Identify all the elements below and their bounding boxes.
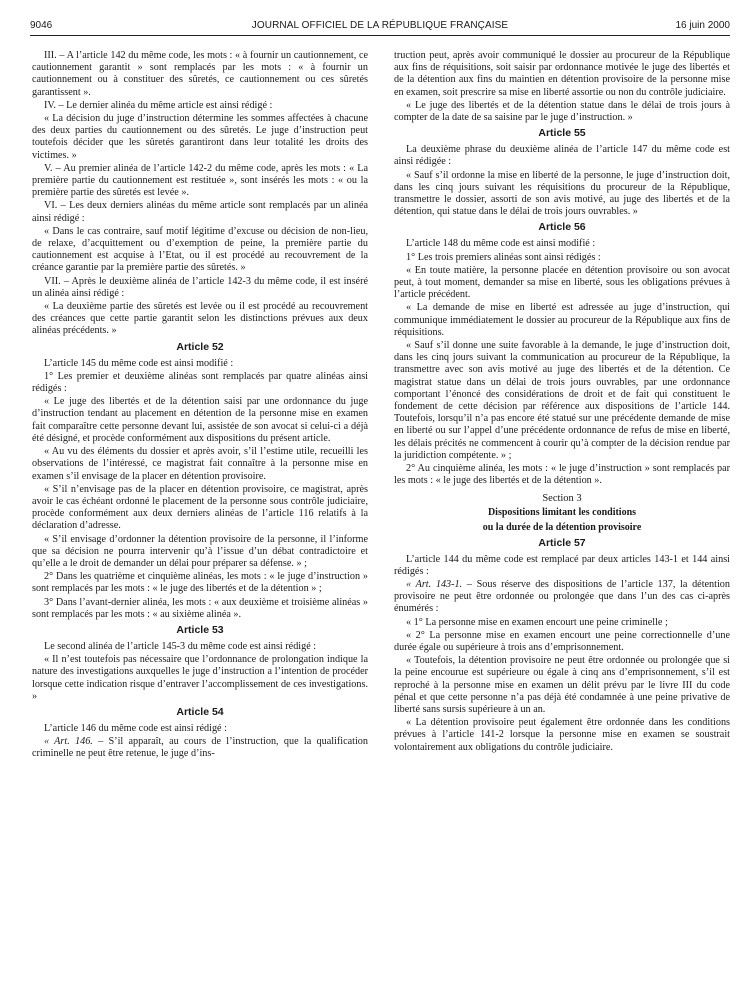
header-rule — [30, 35, 730, 36]
paragraph: L’article 145 du même code est ainsi modifié : — [44, 357, 234, 369]
paragraph: 3° Dans l’avant-dernier alinéa, les mots : « aux deuxième et troisième alinéas » sont remplacés par les mots : « au sixième alinéa ». — [32, 596, 368, 620]
paragraph: VI. – Les deux derniers alinéas du même article sont remplacés par un alinéa ainsi rédigé : — [32, 200, 368, 224]
paragraph: 1° Les trois premiers alinéas sont ainsi rédigés : — [406, 251, 601, 263]
paragraph: « La décision du juge d’instruction détermine les sommes affectées à chacune des deux parties du cautionnement ou des sûretés. Le juge d’instruction peut toutefois décider que les sûretés garantiront dans leur totalité les droits des victimes. » — [32, 113, 368, 161]
paragraph: « Dans le cas contraire, sauf motif légitime d’excuse ou décision de non-lieu, de relaxe, d’acquittement ou d’exemption de peine, la première partie du cautionnement est acquise à l’Etat, ou il est procédé au recouvrement de la créance garantie par la première partie des sûretés. » — [32, 225, 368, 274]
article-heading: Article 55 — [538, 127, 586, 140]
paragraph: L’article 148 du même code est ainsi modifié : — [406, 238, 596, 250]
paragraph: L’article 146 du même code est ainsi rédigé : — [44, 722, 227, 734]
paragraph: V. – Au premier alinéa de l’article 142-2 du même code, après les mots : « La première partie du cautionnement est restituée », sont insérés les mots : « ou la première partie des sûretés est levée ». — [32, 162, 368, 199]
page-header — [30, 20, 730, 40]
paragraph: « Il n’est toutefois pas nécessaire que l’ordonnance de prolongation indique la nature des investigations auxquelles le juge d’instruction a l’intention de procéder lorsque cette indication risque d’entraver l’accomplissement de ces investigations. » — [32, 654, 368, 702]
paragraph: L’article 144 du même code est remplacé par deux articles 143-1 et 144 ainsi rédigés : — [394, 553, 730, 577]
article-heading: Article 57 — [538, 536, 586, 549]
paragraph: « 1° La personne mise en examen encourt une peine criminelle ; — [406, 616, 668, 628]
article-heading: Article 52 — [176, 340, 224, 353]
article-reference: « Art. 146. — [44, 736, 93, 748]
page-number: 9046 — [30, 20, 53, 31]
publication-date: 16 juin 2000 — [675, 20, 730, 31]
paragraph: « 2° La personne mise en examen encourt une peine correctionnelle d’une durée égale ou supérieure à trois ans d’emprisonnement. — [394, 629, 730, 653]
paragraph: « Sauf s’il donne une suite favorable à la demande, le juge d’instruction doit, dans les cinq jours suivant la communication au procureur de la République, la transmettre avec son avis motivé au juge des libertés et de la détention. Ce magistrat statue dans un délai de trois jours ouvrables, par une ordonnance comportant l’énoncé des considérations de droit et de fait qui constituent le fondement de cette décision par référence aux dispositions de l’article 144. Toutefois, lorsqu’il n’a pas encore été statué sur une précédente demande de mise en liberté ou sur l’appel d’une précédente ordonnance de refus de mise en liberté, les délais précités ne commencent à courir qu’à compter de la décision rendue par la juridiction compétente. » ; — [394, 340, 730, 461]
paragraph-text: – S’il apparaît, au cours de l’instruction, que la qualification criminelle ne peut être retenue, le juge d’ins- — [32, 736, 368, 760]
paragraph: « En toute matière, la personne placée en détention provisoire ou son avocat peut, à tout moment, demander sa mise en liberté, sous les obligations prévues à l’article précédent. — [394, 264, 730, 301]
paragraph: « La deuxième partie des sûretés est levée ou il est procédé au recouvrement des créances que cette partie garantit selon les distinctions prévues aux deux alinéas précédents. » — [32, 301, 368, 337]
article-reference: « Art. 143-1. — [406, 578, 463, 590]
left-column — [32, 50, 368, 980]
paragraph: « Sauf s’il ordonne la mise en liberté de la personne, le juge d’instruction doit, dans les cinq jours suivant les réquisitions du procureur de la République, transmettre le dossier, assorti de son avis motivé, au juge des libertés et de la détention, qui statue dans le délai de trois jours ouvrables. » — [394, 169, 730, 218]
paragraph: « S’il n’envisage pas de la placer en détention provisoire, ce magistrat, après avoir le cas échéant ordonné le placement de la personne sous contrôle judiciaire, procède conformément aux deux derniers alinéas de l’article 116 relatifs à la déclaration d’adresse. — [32, 483, 368, 532]
paragraph: « La détention provisoire peut également être ordonnée dans les conditions prévues à l’article 141-2 lorsque la personne mise en examen se soustrait volontairement aux obligations du contrôle judiciaire. — [394, 717, 730, 753]
paragraph: « S’il envisage d’ordonner la détention provisoire de la personne, il l’informe que sa décision ne pourra intervenir qu’à l’issue d’un débat contradictoire et qu’elle a le droit de demander un délai pour préparer sa défense. » ; — [32, 533, 368, 569]
paragraph: IV. – Le dernier alinéa du même article est ainsi rédigé : — [44, 99, 273, 111]
paragraph: 2° Dans les quatrième et cinquième alinéas, les mots : « le juge d’instruction » sont remplacés par les mots : « le juge des libertés et de la détention » ; — [32, 571, 368, 595]
paragraph: VII. – Après le deuxième alinéa de l’article 142-3 du même code, il est inséré un alinéa ainsi rédigé : — [32, 275, 368, 299]
paragraph: « La demande de mise en liberté est adressée au juge d’instruction, qui communique immédiatement le dossier au procureur de la République aux fins de réquisitions. — [394, 302, 730, 338]
paragraph: « Le juge des libertés et de la détention saisi par une ordonnance du juge d’instruction tendant au placement en détention de la personne mise en examen fait comparaître cette personne devant lui, assistée de son avocat si celui-ci a déjà été désigné, et procède conformément aux dispositions du présent article. — [32, 396, 368, 444]
paragraph: Le second alinéa de l’article 145-3 du même code est ainsi rédigé : — [44, 640, 317, 652]
paragraph: 2° Au cinquième alinéa, les mots : « le juge d’instruction » sont remplacés par les mots : « le juge des libertés et de la détention ». — [394, 463, 730, 487]
paragraph: III. – A l’article 142 du même code, les mots : « à fournir un cautionnement, ce cautionnement garantit » sont remplacés par les mots : « à fournir un cautionnement ou à constituer des sûretés, ce cautionnement ou ces sûretés garantissent ». — [32, 50, 368, 98]
paragraph: La deuxième phrase du deuxième alinéa de l’article 147 du même code est ainsi rédigée : — [394, 144, 730, 168]
paragraph: truction peut, après avoir communiqué le dossier au procureur de la République aux fins de réquisitions, soit saisir par ordonnance motivée le juge des libertés et de la détention aux fins du maintien en détention provisoire de la personne mise en examen, soit prescrire sa mise en liberté assortie ou non du contrôle judiciaire. — [394, 50, 730, 98]
article-heading: Article 54 — [176, 705, 224, 718]
paragraph: « Au vu des éléments du dossier et après avoir, s’il l’estime utile, recueilli les observations de l’intéressé, ce magistrat fait connaître à la personne mise en examen s’il envisage de la placer en détention provisoire. — [32, 446, 368, 482]
paragraph — [394, 579, 730, 616]
paragraph — [32, 736, 368, 760]
paragraph: 1° Les premier et deuxième alinéas sont remplacés par quatre alinéas ainsi rédigés : — [32, 370, 368, 395]
section-subtitle: Dispositions limitant les conditions — [487, 506, 637, 518]
paragraph-text: – Sous réserve des dispositions de l’article 137, la détention provisoire ne peut être ordonnée ou prolongée que dans l’un des cas ci-après énumérés : — [394, 578, 730, 615]
section-heading: Section 3 — [542, 492, 582, 504]
paragraph: « Le juge des libertés et de la détention statue dans le délai de trois jours à compter de la date de sa saisine par le juge d’instruction. » — [394, 99, 730, 124]
article-heading: Article 53 — [176, 623, 224, 636]
paragraph: « Toutefois, la détention provisoire ne peut être ordonnée ou prolongée que si la peine encourue est supérieure ou égale à cinq ans d’emprisonnement, s’il est reproché à la personne mise en examen un délit prévu par le livre III du code pénal et que cette personne n’a pas déjà été condamnée à une peine privative de liberté sans sursis supérieure à un an. — [394, 655, 730, 715]
journal-title: JOURNAL OFFICIEL DE LA RÉPUBLIQUE FRANÇAISE — [251, 20, 509, 31]
section-subtitle: ou la durée de la détention provisoire — [482, 521, 642, 533]
article-heading: Article 56 — [538, 221, 586, 234]
right-column — [394, 50, 730, 980]
